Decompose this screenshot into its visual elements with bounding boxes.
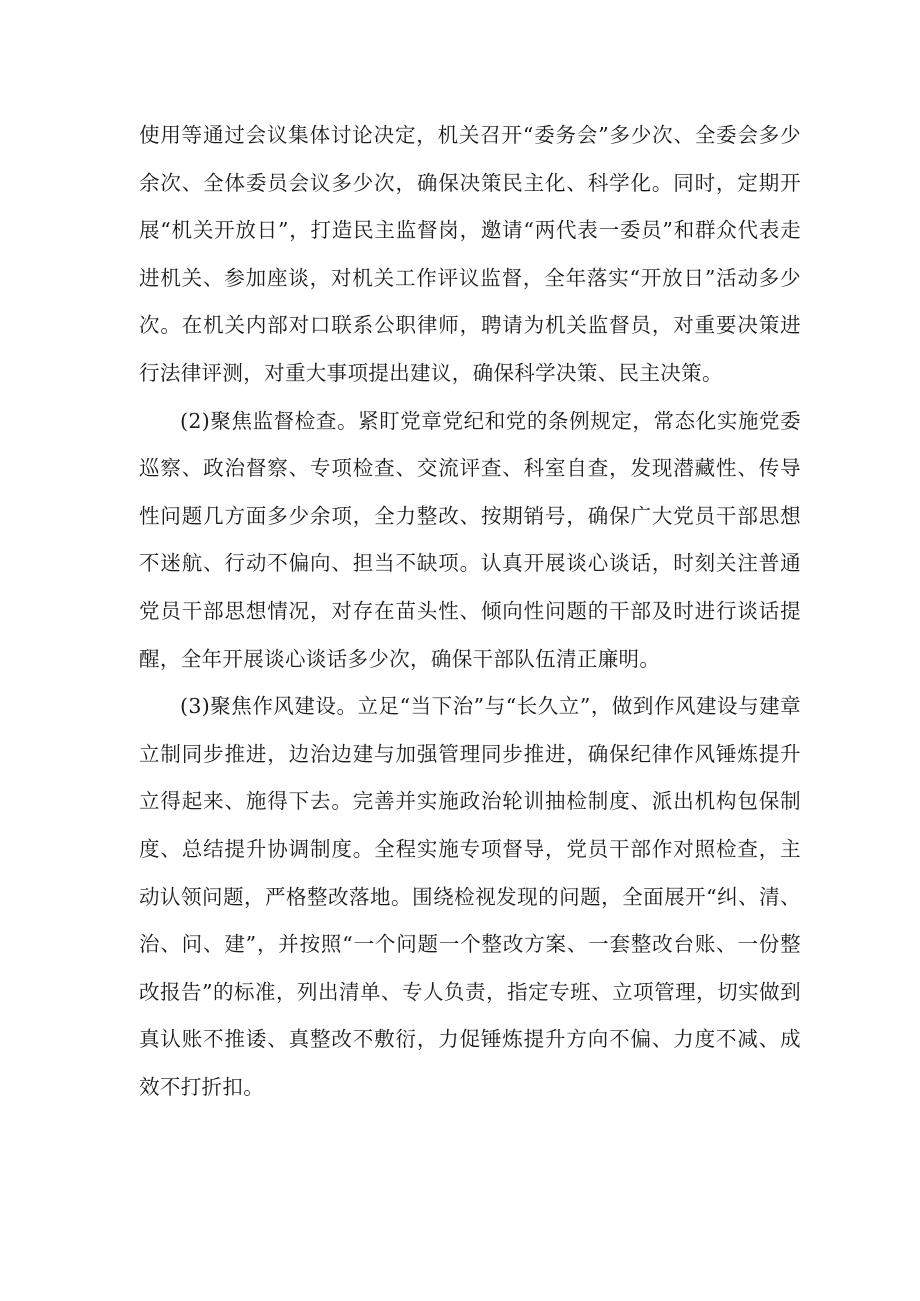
paragraph-section-2: (2)聚焦监督检查。紧盯党章党纪和党的条例规定，常态化实施党委巡察、政治督察、专项检查、交流评查、科室自查，发现潜藏性、传导性问题几方面多少余项，全力整改、按期销号，确保广大党员干部思想不迷航、行动不偏向、担当不缺项。认真开展谈心谈话，时刻关注普通党员干部思想情况，对存在苗头性、倾向性问题的干部及时进行谈话提醒，全年开展谈心谈话多少次，确保干部队伍清正廉明。 xyxy=(139,408,801,671)
paragraph-continuation: 使用等通过会议集体讨论决定，机关召开“委务会”多少次、全委会多少余次、全体委员会议多少次，确保决策民主化、科学化。同时，定期开展“机关开放日”，打造民主监督岗，邀请“两代表一委员”和群众代表走进机关、参加座谈，对机关工作评议监督，全年落实“开放日”活动多少次。在机关内部对口联系公职律师，聘请为机关监督员，对重要决策进行法律评测，对重大事项提出建议，确保科学决策、民主决策。 xyxy=(139,123,801,385)
paragraph-section-3: (3)聚焦作风建设。立足“当下治”与“长久立”，做到作风建设与建章立制同步推进，边治边建与加强管理同步推进，确保纪律作风锤炼提升立得起来、施得下去。完善并实施政治轮训抽检制度、派出机构包保制度、总结提升协调制度。全程实施专项督导，党员干部作对照检查，主动认领问题，严格整改落地。围绕检视发现的问题，全面展开“纠、清、治、问、建”，并按照“一个问题一个整改方案、一套整改台账、一份整改报告”的标准，列出清单、专人负责，指定专班、立项管理，切实做到真认账不推诿、真整改不敷衍，力促锤炼提升方向不偏、力度不减、成效不打折扣。 xyxy=(139,694,801,1099)
document-body xyxy=(139,112,801,1111)
